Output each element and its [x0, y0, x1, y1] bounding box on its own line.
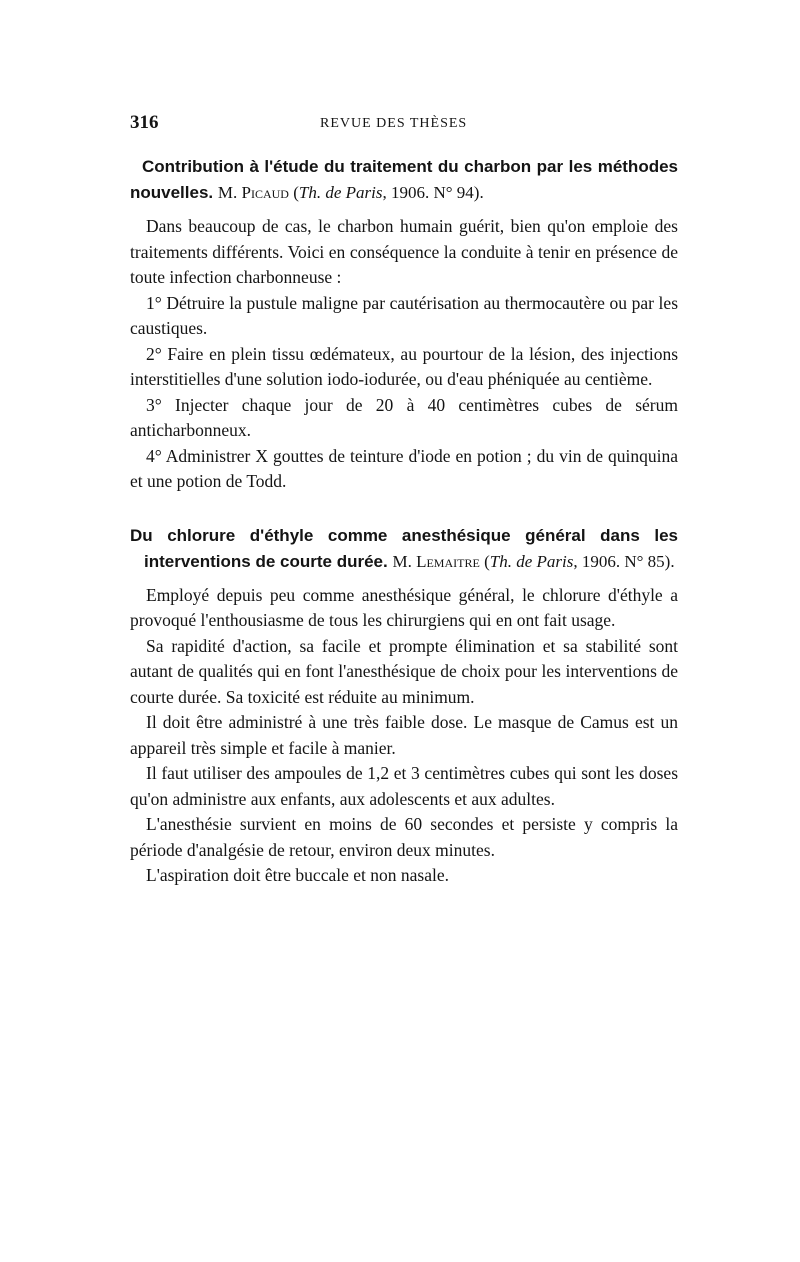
paragraph: Employé depuis peu comme anesthésique général, le chlorure d'éthyle a provoqué l'enthousiasme de tous les chirurgiens qui en ont fait usage. [130, 584, 678, 630]
running-header [130, 112, 678, 142]
ref-open: ( [293, 183, 299, 202]
paragraph: Il faut utiliser des ampoules de 1,2 et 3 centimètres cubes qui sont les doses qu'on administre aux enfants, aux adolescents et aux adultes. [130, 763, 678, 809]
page-number: 316 [130, 112, 159, 133]
article-title [130, 154, 678, 206]
paragraph: 3° Injecter chaque jour de 20 à 40 centimètres cubes de sérum anticharbonneux. [130, 394, 678, 440]
paragraph: 4° Administrer X gouttes de teinture d'iode en potion ; du vin de quinquina et une potion de Todd. [130, 445, 678, 491]
ref-journal: Th. de Paris [489, 551, 574, 571]
paragraph: L'aspiration doit être buccale et non nasale. [146, 865, 449, 885]
author-name: Picaud [241, 183, 289, 202]
article-author [392, 552, 674, 571]
paragraph: Sa rapidité d'action, sa facile et prompte élimination et sa stabilité sont autant de qualités qui en font l'anesthésique de choix pour les interventions de courte durée. Sa toxicité est réduite au minimum. [130, 635, 678, 707]
article-author [218, 183, 484, 202]
article-lemaitre [130, 523, 678, 889]
section-gap [130, 495, 678, 523]
author-prefix: M. [392, 551, 412, 571]
article-title-text: Du chlorure d'éthyle comme anesthésique général dans les interventions de courte durée. [130, 525, 678, 571]
document-page [130, 112, 678, 889]
article-title-text: Contribution à l'étude du traitement du charbon par les méthodes nouvelles. [130, 157, 678, 202]
article-picaud [130, 154, 678, 495]
paragraph: 1° Détruire la pustule maligne par cautérisation au thermocautère ou par les caustiques. [130, 292, 678, 338]
paragraph: L'anesthésie survient en moins de 60 secondes et persiste y compris la période d'analgésie de retour, environ deux minutes. [130, 814, 678, 860]
ref-journal: Th. de Paris [298, 183, 383, 202]
author-name: Lemaitre [416, 551, 480, 571]
paragraph: Il doit être administré à une très faible dose. Le masque de Camus est un appareil très simple et facile à manier. [130, 712, 678, 758]
ref-rest: , 1906. N° 94). [382, 183, 484, 202]
article-title [130, 523, 678, 575]
author-prefix: M. [217, 183, 238, 202]
ref-open: ( [484, 551, 490, 571]
paragraph: 2° Faire en plein tissu œdémateux, au pourtour de la lésion, des injections interstitielles d'une solution iodo-iodurée, ou d'eau phéniquée au centième. [130, 343, 678, 389]
paragraph: Dans beaucoup de cas, le charbon humain guérit, bien qu'on emploie des traitements différents. Voici en conséquence la conduite à tenir en présence de toute infection charbonneuse : [130, 216, 678, 287]
ref-rest: , 1906. N° 85). [573, 551, 675, 571]
running-title: REVUE DES THÈSES [320, 116, 468, 131]
